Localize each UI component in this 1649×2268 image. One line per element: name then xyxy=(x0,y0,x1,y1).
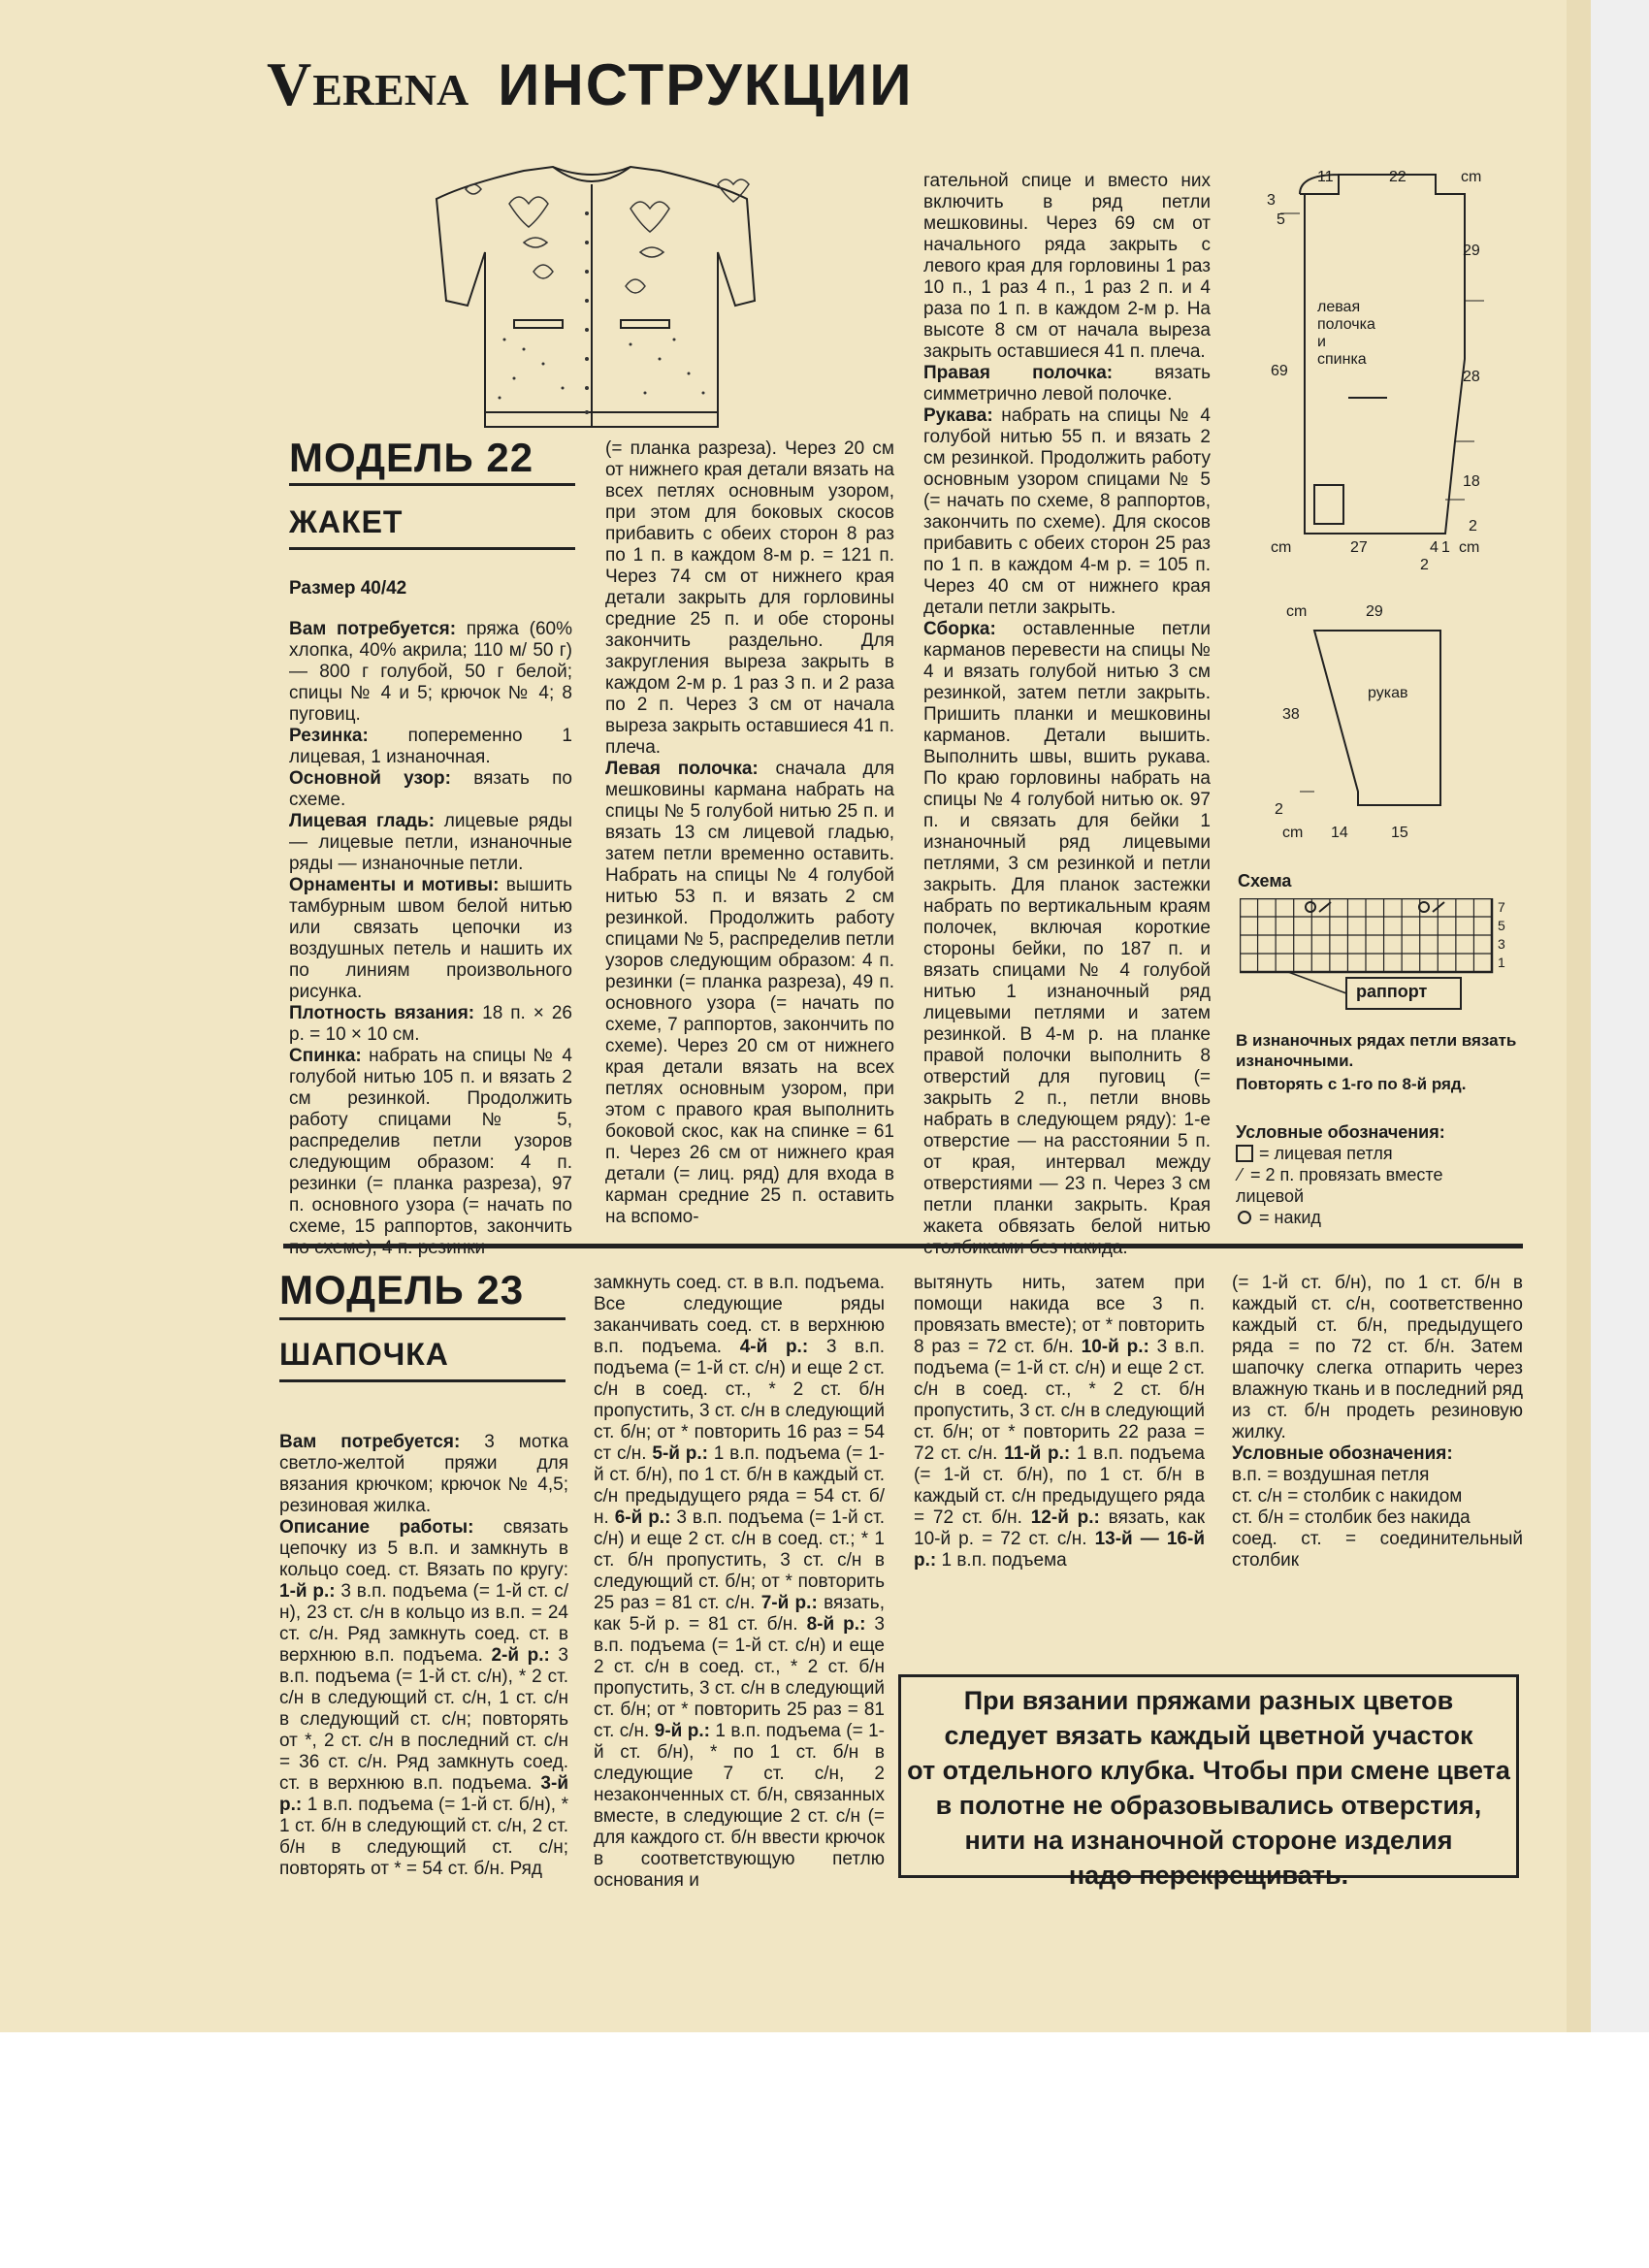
hat-description-paragraph: Описание работы: связать цепочку из 5 в.п. и замкнуть в кольцо соед. ст. Вязать по кругу: 1-й р.: 3 в.п. подъема (= 1-й ст. с/н), 23 ст. с/н в кольцо из в.п. = 24 ст. с/н. Ряд замкнуть соед. ст. в верхнюю в.п. подъема. 2-й р.: 3 в.п. подъема (= 1-й ст. с/н), * 2 ст. с/н в следующий ст. с/н, 1 ст. с/н в следующий ст. с/н; повторять от *, 2 ст. с/н в последний ст. с/н = 36 ст. с/н. Ряд замкнуть соед. ст. в верхнюю в.п. подъема. 3-й р.: 1 в.п. подъема (= 1-й ст. б/н), * 1 ст. б/н в следующий ст. с/н, 2 ст. б/н в следующий ст. с/н; повторять от * = 54 ст. б/н. Ряд xyxy=(279,1517,568,1879)
k2tog-symbol-icon: ⁄ xyxy=(1239,1165,1243,1184)
front-dim-2-bottom: 2 xyxy=(1420,557,1429,573)
legend-k2tog: ⁄ = 2 п. провязать вместе xyxy=(1236,1164,1527,1185)
hat-rounds-continued-paragraph: вытянуть нить, затем при помощи накида все 3 п. провязать вместе); от * повторить 8 раз = 72 ст. б/н. 10-й р.: 3 в.п. подъема (= 1-й ст. с/н) и еще 2 ст. с/н в соед. ст., * 2 ст. б/н пропустить, 3 ст. с/н в следующий ст. б/н; от * повторить 22 раза = 72 ст. с/н. 11-й р.: 1 в.п. подъема (= 1-й ст. б/н), по 1 ст. б/н в каждый ст. с/н предыдущего ряда = 72 ст. б/н. 12-й р.: вязать, как 10-й р. = 72 ст. с/н. 13-й — 16-й р.: 1 в.п. подъема xyxy=(914,1273,1206,1571)
main-pattern-paragraph: Основной узор: вязать по схеме. xyxy=(289,768,572,810)
jacket-illustration xyxy=(427,155,757,437)
front-dim-1: 1 xyxy=(1441,539,1450,556)
sleeves-paragraph: Рукава: набрать на спицы № 4 голубой нитью 55 п. и вязать 2 см резинкой. Продолжить работу основным узором спицами № 5 (= начать по схеме, 8 раппортов, закончить по схеме). Для скосов прибавить с обеих сторон 25 раз по 1 п. в каждом 4-м р. = 105 п. Через 40 см от нижнего края детали петли закрыть. xyxy=(923,405,1211,618)
sleeve-dim-15: 15 xyxy=(1391,825,1408,841)
model23-column-1 xyxy=(279,1432,568,1880)
yarn-over-symbol-icon xyxy=(1238,1211,1251,1224)
hat-legend-dc: ст. с/н = столбик с накидом xyxy=(1232,1486,1463,1507)
model22-column-1 xyxy=(289,619,572,1259)
front-dim-27: 27 xyxy=(1350,539,1368,556)
model22-subtitle-rule xyxy=(289,547,575,550)
hat-finishing-paragraph: (= 1-й ст. б/н), по 1 ст. б/н в каждый ст. с/н, соответственно каждый ст. б/н, предыдущего ряда = по 72 ст. б/н. Затем шапочку слегка отпарить через влажную ткань и в последний ряд из ст. б/н продеть резиновую жилку. xyxy=(1232,1273,1523,1442)
model23-title: МОДЕЛЬ 23 xyxy=(279,1267,525,1312)
front-dim-11: 11 xyxy=(1317,169,1334,185)
scanner-margin xyxy=(1591,0,1649,2032)
sleeve-dim-14: 14 xyxy=(1331,825,1348,841)
front-dim-69: 69 xyxy=(1271,363,1288,379)
model22-title: МОДЕЛЬ 22 xyxy=(289,435,534,480)
model22-size: Размер 40/42 xyxy=(289,578,407,599)
front-dim-29: 29 xyxy=(1463,243,1480,259)
page-title: ИНСТРУКЦИИ xyxy=(498,52,914,117)
scheme-title: Схема xyxy=(1238,871,1292,891)
left-front-continued-paragraph: гательной спице и вместо них включить в ряд петли мешковины. Через 69 см от начального ряда закрыть с левого края для горловины 1 раз 10 п., 1 раз 4 п., 1 раз 2 п. и 4 раза по 1 п. в каждом 2-м р. На высоте 8 см от начала выреза закрыть оставшиеся 41 п. плеча. xyxy=(923,171,1211,362)
front-dim-4: 4 xyxy=(1430,539,1439,556)
sleeve-dim-2: 2 xyxy=(1275,801,1283,818)
hat-legend-title: Условные обозначения: xyxy=(1232,1443,1453,1464)
knit-symbol-icon xyxy=(1236,1145,1253,1162)
assembly-paragraph: Сборка: оставленные петли карманов перевести на спицы № 4 и вязать голубой нитью 3 см резинкой, затем петли закрыть. Пришить планки и мешковины карманов. Детали вышить. Выполнить швы, вшить рукава. По краю горловины набрать на спицы № 4 голубой нитью ок. 97 п. и связать для бейки 1 изнаночный ряд лицевыми петлями, 3 см резинкой и петли закрыть. Для планок застежки набрать по вертикальным краям полочек, включая короткие стороны бейки, по 187 п. и вязать спицами № 4 голубой нитью 1 изнаночный ряд лицевыми петлями и затем резинкой. В 4-м р. на планке правой полочки выполнить 8 отверстий для пуговиц (= закрыть 2 п., петли вновь набрать в следующем ряду): 1-е отверстие — на расстоянии 5 п. от края, интервал между отверстиями — 23 п. Через 3 см петли планки закрыть. Края жакета обвязать белой нитью xyxy=(923,619,1211,1237)
gauge-paragraph: Плотность вязания: 18 п. × 26 р. = 10 × 10 см. xyxy=(289,1003,572,1045)
back-paragraph: Спинка: набрать на спицы № 4 голубой нитью 105 п. и вязать 2 см резинкой. Продолжить работу спицами № 5, распределив петли узоров следующим образом: 4 п. резинки (= планка разреза), 97 п. основного узора (= начать по схеме, 15 раппортов, закончить xyxy=(289,1046,572,1237)
rib-paragraph: Резинка: попеременно 1 лицевая, 1 изнаночная. xyxy=(289,726,572,767)
chart-repeat-label: раппорт xyxy=(1356,982,1428,1001)
model22-column-3 xyxy=(923,171,1211,1259)
sleeve-dim-cm-top: cm xyxy=(1286,603,1308,620)
sleeve-dim-cm-bottom: cm xyxy=(1282,825,1304,841)
sleeve-dim-29: 29 xyxy=(1366,603,1383,620)
chart-legend: Условные обозначения: = лицевая петля ⁄ = 2 п. провязать вместе лицевой = накид xyxy=(1236,1121,1527,1228)
front-piece-label: левая полочка и спинка xyxy=(1317,299,1375,368)
model23-column-4 xyxy=(1232,1273,1523,1571)
model-divider xyxy=(283,1244,1523,1248)
sleeve-label: рукав xyxy=(1368,685,1408,701)
back-continued-paragraph: (= планка разреза). Через 20 см от нижнего края детали вязать на всех петлях основным узором, при этом для боковых скосов прибавить с обеих сторон 8 раз по 1 п. в каждом 8-м р. = 121 п. Через 74 см от нижнего края детали закрыть для горловины средние 25 п. и обе стороны закончить раздельно. Для закругления выреза закрыть в каждом 2-м р. 1 раз 3 п. и 2 раза по 2 п. Через 3 см от начала выреза закрыть оставшиеся 41 п. плеча. xyxy=(605,438,894,758)
model23-column-3 xyxy=(914,1273,1205,1571)
front-dim-5: 5 xyxy=(1277,211,1285,228)
legend-knit: = лицевая петля xyxy=(1236,1143,1527,1164)
front-dim-cm-right: cm xyxy=(1459,539,1480,556)
sleeve-dim-38: 38 xyxy=(1282,706,1300,723)
page-edge-shadow xyxy=(1567,0,1591,2032)
hat-legend-chain: в.п. = воздушная петля xyxy=(1232,1465,1430,1485)
brand-name: ERENA xyxy=(312,65,469,114)
legend-yarn-over: = накид xyxy=(1236,1207,1527,1228)
sleeve-schematic xyxy=(1300,621,1455,815)
scheme-note-wrong-side: В изнаночных рядах петли вязать изнаночными. xyxy=(1236,1031,1517,1070)
masthead xyxy=(267,49,914,118)
hat-rounds-paragraph: замкнуть соед. ст. в в.п. подъема. Все следующие ряды заканчивать соед. ст. в верхнюю в.п. подъема. 4-й р.: 3 в.п. подъема (= 1-й ст. с/н) и еще 2 ст. с/н в соед. ст., * 2 ст. б/н пропустить, 3 ст. с/н в следующий ст. б/н; от * повторить 16 раз = 54 ст с/н. 5-й р.: 1 в.п. подъема (= 1-й ст. б/н), по 1 ст. б/н в каждый ст. с/н предыдущего ряда = 54 ст. б/н. 6-й р.: 3 в.п. подъема (= 1-й ст. с/н) и еще 2 ст. с/н в соед. ст.; * 1 ст. б/н пропустить, 3 ст. с/н в следующий ст. б/н; от * повторить 25 раз = 81 ст. с/н. 7-й р.: вязать, как 5-й р. = 81 ст. б/н. 8-й р.: 3 в.п. подъема (= 1-й ст. с/н) и еще 2 ст. с/н в соед. ст., * 2 ст. б/н пропустить, 3 ст. с/н в следующий ст. б/н; от * повторить 25 раз = 81 ст. с/н. 9-й р.: 1 в.п. подъема (= 1-й ст. б/н), * по 1 ст. б/н в следующие 7 ст. с/н, 2 незаконченных ст. б/н, связанных вместе, в следующие 2 ст. с/н (= для каждого ст. б/н ввести крючок в соответствующую петлю основания и xyxy=(594,1273,885,1891)
front-dim-28: 28 xyxy=(1463,369,1480,385)
color-knitting-note: При вязании пряжами разных цветов следует вязать каждый цветной участок от отдельного клубка. Чтобы при смене цвета в полотне не образовывались отверстия, нити на изнаночной стороне изделия надо перекрещивать. xyxy=(898,1674,1519,1878)
stockinette-paragraph: Лицевая гладь: лицевые ряды — лицевые петли, изнаночные ряды — изнаночные петли. xyxy=(289,811,572,874)
scheme-note-repeat: Повторять с 1-го по 8-й ряд. xyxy=(1236,1075,1467,1093)
front-dim-3: 3 xyxy=(1267,192,1276,209)
model23-title-rule xyxy=(279,1317,566,1320)
hat-materials-paragraph: Вам потребуется: 3 мотка светло-желтой пряжи для вязания крючком; крючок № 4,5; резиновая жилка. xyxy=(279,1432,568,1516)
front-dim-cm-left: cm xyxy=(1271,539,1292,556)
hat-legend-slst: соед. ст. = соединительный столбик xyxy=(1232,1529,1523,1571)
right-front-paragraph: Правая полочка: вязать симметрично левой полочке. xyxy=(923,363,1211,405)
front-back-schematic xyxy=(1261,165,1494,572)
front-dim-18: 18 xyxy=(1463,473,1480,490)
ornaments-paragraph: Орнаменты и мотивы: вышить тамбурным швом белой нитью или связать цепочки из воздушных петель и нашить их по линиям произвольного рисунка. xyxy=(289,875,572,1002)
model23-subtitle: ШАПОЧКА xyxy=(279,1337,449,1372)
left-front-paragraph: Левая полочка: сначала для мешковины кармана набрать на спицы № 5 голубой нитью 25 п. и вязать 13 см лицевой гладью, затем петли временно оставить. Набрать на спицы № 4 голубой нитью 53 п. и вязать 2 см резинкой. Продолжить работу спицами № 5, распределив петли узоров следующим образом: 4 п. резинки (= планка разреза), 49 п. основного узора (= начать по схеме, 7 раппортов, закончить по схеме). Через 20 см от нижнего края детали вязать на всех петлях основным узором, при этом с правого края выполнить боковой скос, как на спинке = 61 п. Через 26 см от нижнего края детали (= лиц. ряд) для входа в карман средние 25 п. оставить на вспомо- xyxy=(605,759,894,1227)
model23-column-2 xyxy=(594,1273,885,1892)
front-dim-2: 2 xyxy=(1469,518,1477,535)
chart-row-numbers: 7 5 3 1 xyxy=(1498,899,1505,970)
hat-legend-sc: ст. б/н = столбик без накида xyxy=(1232,1507,1471,1528)
front-dim-cm-top: cm xyxy=(1461,169,1482,185)
model22-column-2 xyxy=(605,438,894,1228)
front-dim-22: 22 xyxy=(1389,169,1406,185)
materials-paragraph: Вам потребуется: пряжа (60% хлопка, 40% акрила; 110 м/ 50 г) — 800 г голубой, 50 г белой; спицы № 4 и 5; крючок № 4; 8 пуговиц. xyxy=(289,619,572,725)
brand-initial: V xyxy=(267,49,313,118)
model22-title-rule xyxy=(289,483,575,486)
model22-subtitle: ЖАКЕТ xyxy=(289,504,404,539)
model23-subtitle-rule xyxy=(279,1379,566,1382)
